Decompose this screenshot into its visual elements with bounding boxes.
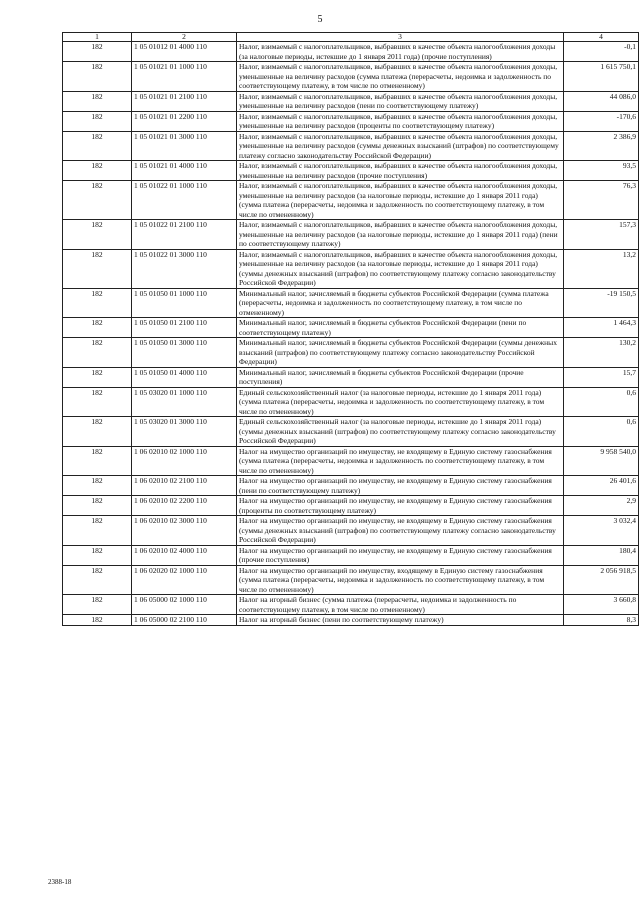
- amount-cell: 0,6: [564, 387, 639, 417]
- amount-cell: 13,2: [564, 249, 639, 288]
- revenue-name-cell: Налог, взимаемый с налогоплательщиков, выбравших в качестве объекта налогообложения доходы, уменьшенные на величину расходов (за налоговые периоды, истекшие до 1 января 2011 года) (суммы денежных взысканий (штрафов) по соответствующему платежу согласно законодательству Российской Федерации): [237, 249, 564, 288]
- admin-code-cell: 182: [63, 62, 132, 92]
- admin-code-cell: 182: [63, 288, 132, 318]
- revenue-name-cell: Налог на игорный бизнес (сумма платежа (перерасчеты, недоимка и задолженность по соответствующему платежу, в том числе по отмененному): [237, 595, 564, 615]
- table-row: [63, 131, 639, 161]
- amount-cell: -0,1: [564, 42, 639, 62]
- amount-cell: 3 660,8: [564, 595, 639, 615]
- table-row: [63, 615, 639, 626]
- budget-code-cell: 1 06 02010 02 2100 110: [132, 476, 237, 496]
- budget-code-cell: 1 05 01050 01 4000 110: [132, 367, 237, 387]
- amount-cell: 76,3: [564, 181, 639, 220]
- amount-cell: 93,5: [564, 161, 639, 181]
- admin-code-cell: 182: [63, 181, 132, 220]
- budget-code-cell: 1 06 02010 02 1000 110: [132, 446, 237, 476]
- table-row: [63, 446, 639, 476]
- amount-cell: 157,3: [564, 220, 639, 250]
- budget-code-cell: 1 05 01050 01 2100 110: [132, 318, 237, 338]
- budget-code-cell: 1 06 02010 02 3000 110: [132, 516, 237, 546]
- amount-cell: 1 615 750,1: [564, 62, 639, 92]
- table-row: [63, 249, 639, 288]
- amount-cell: 8,3: [564, 615, 639, 626]
- admin-code-cell: 182: [63, 111, 132, 131]
- admin-code-cell: 182: [63, 249, 132, 288]
- table-row: [63, 42, 639, 62]
- table-row: [63, 318, 639, 338]
- revenue-name-cell: Налог на имущество организаций по имуществу, не входящему в Единую систему газоснабжения (суммы денежных взысканий (штрафов) по соответствующему платежу согласно законодательству Российской Федерации): [237, 516, 564, 546]
- admin-code-cell: 182: [63, 516, 132, 546]
- table-row: [63, 595, 639, 615]
- revenue-name-cell: Минимальный налог, зачисляемый в бюджеты субъектов Российской Федерации (пени по соответствующему платежу): [237, 318, 564, 338]
- budget-code-cell: 1 05 01050 01 1000 110: [132, 288, 237, 318]
- table-row: [63, 111, 639, 131]
- amount-cell: 180,4: [564, 545, 639, 565]
- page-number: 5: [317, 14, 323, 25]
- amount-cell: 2 056 918,5: [564, 565, 639, 595]
- amount-cell: 130,2: [564, 338, 639, 368]
- budget-code-cell: 1 05 01021 01 1000 110: [132, 62, 237, 92]
- amount-cell: 15,7: [564, 367, 639, 387]
- admin-code-cell: 182: [63, 367, 132, 387]
- table-row: [63, 545, 639, 565]
- admin-code-cell: 182: [63, 42, 132, 62]
- table-row: [63, 62, 639, 92]
- revenue-name-cell: Налог, взимаемый с налогоплательщиков, выбравших в качестве объекта налогообложения доходы, уменьшенные на величину расходов (сумма платежа (перерасчеты, недоимка и задолженность по соответствующему платежу, в том числе по отмененному): [237, 62, 564, 92]
- admin-code-cell: 182: [63, 91, 132, 111]
- amount-cell: 9 958 540,0: [564, 446, 639, 476]
- admin-code-cell: 182: [63, 318, 132, 338]
- budget-code-cell: 1 05 01022 01 2100 110: [132, 220, 237, 250]
- table-row: [63, 387, 639, 417]
- admin-code-cell: 182: [63, 220, 132, 250]
- admin-code-cell: 182: [63, 545, 132, 565]
- revenue-name-cell: Налог на имущество организаций по имуществу, не входящему в Единую систему газоснабжения (пени по соответствующему платежу): [237, 476, 564, 496]
- budget-code-cell: 1 05 03020 01 1000 110: [132, 387, 237, 417]
- table-row: [63, 496, 639, 516]
- column-header-4: 4: [564, 33, 639, 42]
- budget-code-cell: 1 05 01022 01 1000 110: [132, 181, 237, 220]
- revenue-name-cell: Минимальный налог, зачисляемый в бюджеты субъектов Российской Федерации (сумма платежа (перерасчеты, недоимка и задолженность по соответствующему платежу, в том числе по отмененному): [237, 288, 564, 318]
- revenue-name-cell: Налог, взимаемый с налогоплательщиков, выбравших в качестве объекта налогообложения доходы, уменьшенные на величину расходов (за налоговые периоды, истекшие до 1 января 2011 года) (пени по соответствующему платежу): [237, 220, 564, 250]
- admin-code-cell: 182: [63, 131, 132, 161]
- amount-cell: 0,6: [564, 417, 639, 447]
- table-row: [63, 367, 639, 387]
- table-row: [63, 220, 639, 250]
- table-row: [63, 417, 639, 447]
- amount-cell: 44 086,0: [564, 91, 639, 111]
- table-row: [63, 565, 639, 595]
- revenue-name-cell: Налог, взимаемый с налогоплательщиков, выбравших в качестве объекта налогообложения доходы, уменьшенные на величину расходов (проценты по соответствующему платежу): [237, 111, 564, 131]
- amount-cell: 2,9: [564, 496, 639, 516]
- admin-code-cell: 182: [63, 161, 132, 181]
- amount-cell: -19 150,5: [564, 288, 639, 318]
- budget-code-cell: 1 05 03020 01 3000 110: [132, 417, 237, 447]
- budget-code-cell: 1 05 01021 01 4000 110: [132, 161, 237, 181]
- revenue-name-cell: Налог на имущество организаций по имуществу, не входящему в Единую систему газоснабжения (проценты по соответствующему платежу): [237, 496, 564, 516]
- amount-cell: -170,6: [564, 111, 639, 131]
- revenue-name-cell: Налог на имущество организаций по имуществу, не входящему в Единую систему газоснабжения (сумма платежа (перерасчеты, недоимка и задолженность по соответствующему платежу, в том числе по отмененному): [237, 446, 564, 476]
- table-row: [63, 91, 639, 111]
- admin-code-cell: 182: [63, 387, 132, 417]
- admin-code-cell: 182: [63, 417, 132, 447]
- revenue-table: [62, 32, 639, 626]
- revenue-name-cell: Налог, взимаемый с налогоплательщиков, выбравших в качестве объекта налогообложения доходы, уменьшенные на величину расходов (пени по соответствующему платежу): [237, 91, 564, 111]
- admin-code-cell: 182: [63, 496, 132, 516]
- table-row: [63, 288, 639, 318]
- revenue-name-cell: Налог, взимаемый с налогоплательщиков, выбравших в качестве объекта налогообложения доходы, уменьшенные на величину расходов (суммы денежных взысканий (штрафов) по соответствующему платежу согласно законодательству Российской Федерации): [237, 131, 564, 161]
- amount-cell: 26 401,6: [564, 476, 639, 496]
- budget-code-cell: 1 05 01050 01 3000 110: [132, 338, 237, 368]
- admin-code-cell: 182: [63, 446, 132, 476]
- table-row: [63, 181, 639, 220]
- admin-code-cell: 182: [63, 595, 132, 615]
- revenue-name-cell: Налог, взимаемый с налогоплательщиков, выбравших в качестве объекта налогообложения доходы (за налоговые периоды, истекшие до 1 января 2011 года) (прочие поступления): [237, 42, 564, 62]
- amount-cell: 2 386,9: [564, 131, 639, 161]
- revenue-name-cell: Единый сельскохозяйственный налог (за налоговые периоды, истекшие до 1 января 2011 года) (суммы денежных взысканий (штрафов) по соответствующему платежу согласно законодательству Российской Федерации): [237, 417, 564, 447]
- admin-code-cell: 182: [63, 615, 132, 626]
- budget-code-cell: 1 06 05000 02 2100 110: [132, 615, 237, 626]
- revenue-name-cell: Минимальный налог, зачисляемый в бюджеты субъектов Российской Федерации (прочие поступления): [237, 367, 564, 387]
- budget-code-cell: 1 05 01021 01 3000 110: [132, 131, 237, 161]
- table-row: [63, 161, 639, 181]
- revenue-name-cell: Минимальный налог, зачисляемый в бюджеты субъектов Российской Федерации (суммы денежных взысканий (штрафов) по соответствующему платежу согласно законодательству Российской Федерации): [237, 338, 564, 368]
- budget-code-cell: 1 06 02020 02 1000 110: [132, 565, 237, 595]
- admin-code-cell: 182: [63, 565, 132, 595]
- column-header-3: 3: [237, 33, 564, 42]
- budget-code-cell: 1 05 01021 01 2200 110: [132, 111, 237, 131]
- revenue-name-cell: Единый сельскохозяйственный налог (за налоговые периоды, истекшие до 1 января 2011 года) (сумма платежа (перерасчеты, недоимка и задолженность по соответствующему платежу, в том числе по отмененному): [237, 387, 564, 417]
- budget-code-cell: 1 05 01022 01 3000 110: [132, 249, 237, 288]
- column-header-1: 1: [63, 33, 132, 42]
- budget-code-cell: 1 06 02010 02 2200 110: [132, 496, 237, 516]
- table-row: [63, 516, 639, 546]
- admin-code-cell: 182: [63, 476, 132, 496]
- table-row: [63, 338, 639, 368]
- budget-code-cell: 1 06 05000 02 1000 110: [132, 595, 237, 615]
- budget-code-cell: 1 05 01012 01 4000 110: [132, 42, 237, 62]
- table-row: [63, 476, 639, 496]
- revenue-name-cell: Налог, взимаемый с налогоплательщиков, выбравших в качестве объекта налогообложения доходы, уменьшенные на величину расходов (прочие поступления): [237, 161, 564, 181]
- revenue-name-cell: Налог на имущество организаций по имуществу, не входящему в Единую систему газоснабжения (прочие поступления): [237, 545, 564, 565]
- budget-code-cell: 1 06 02010 02 4000 110: [132, 545, 237, 565]
- revenue-name-cell: Налог на игорный бизнес (пени по соответствующему платежу): [237, 615, 564, 626]
- revenue-name-cell: Налог на имущество организаций по имуществу, входящему в Единую систему газоснабжения (сумма платежа (перерасчеты, недоимка и задолженность по соответствующему платежу, в том числе по отмененному): [237, 565, 564, 595]
- admin-code-cell: 182: [63, 338, 132, 368]
- table-body: [63, 42, 639, 626]
- revenue-name-cell: Налог, взимаемый с налогоплательщиков, выбравших в качестве объекта налогообложения доходы, уменьшенные на величину расходов (за налоговые периоды, истекшие до 1 января 2011 года) (сумма платежа (перерасчеты, недоимка и задолженность по соответствующему платежу, в том числе по отмененному): [237, 181, 564, 220]
- budget-code-cell: 1 05 01021 01 2100 110: [132, 91, 237, 111]
- amount-cell: 1 464,3: [564, 318, 639, 338]
- table-header-row: [63, 33, 639, 42]
- document-code: 2388-18: [48, 878, 72, 886]
- amount-cell: 3 032,4: [564, 516, 639, 546]
- column-header-2: 2: [132, 33, 237, 42]
